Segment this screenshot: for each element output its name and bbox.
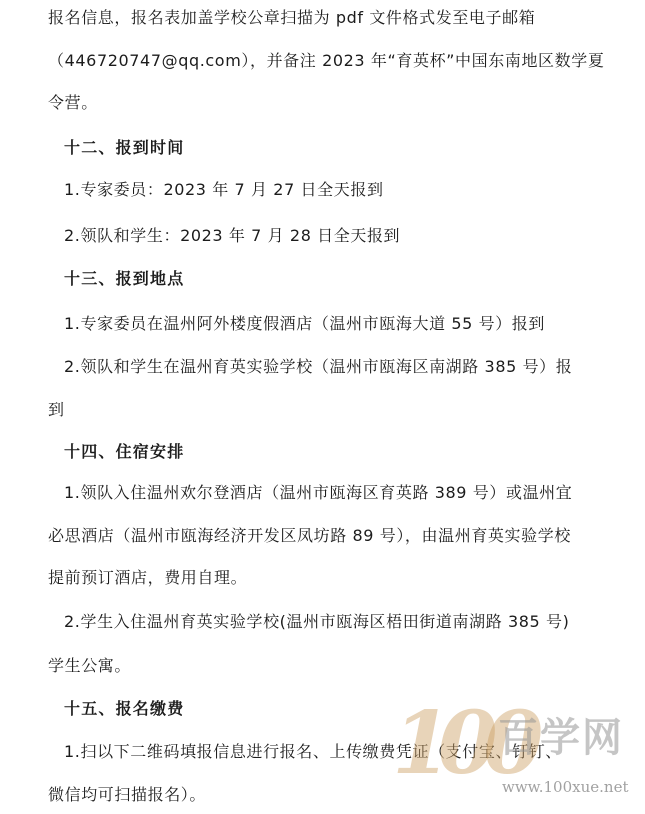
section-13-heading: 十三、报到地点 [64,269,185,288]
watermark-text: 百学网 [498,715,624,761]
section-15-heading: 十五、报名缴费 [64,699,185,718]
section-12-heading: 十二、报到时间 [64,138,185,157]
section-12-item-2: 2.领队和学生：2023 年 7 月 28 日全天报到 [64,226,401,245]
section-14-item-1-cont-2: 提前预订酒店，费用自理。 [48,568,248,587]
watermark-url: www.100xue.net [502,778,629,796]
intro-line-1: 报名信息，报名表加盖学校公章扫描为 pdf 文件格式发至电子邮箱 [48,8,536,27]
section-15-item-1-cont: 微信均可扫描报名）。 [48,785,207,804]
section-12-item-1: 1.专家委员：2023 年 7 月 27 日全天报到 [64,180,384,199]
section-13-item-2: 2.领队和学生在温州育英实验学校（温州市瓯海区南湖路 385 号）报 [64,357,573,376]
section-15-item-1: 1.扫以下二维码填报信息进行报名、上传缴费凭证（支付宝、钉钉、 [64,742,562,761]
section-14-item-1: 1.领队入住温州欢尔登酒店（温州市瓯海区育英路 389 号）或温州宜 [64,483,573,502]
section-14-item-2: 2.学生入住温州育英实验学校(温州市瓯海区梧田街道南湖路 385 号) [64,612,570,631]
intro-line-3: 令营。 [48,93,98,112]
section-14-item-1-cont-1: 必思酒店（温州市瓯海经济开发区凤坊路 89 号），由温州育英实验学校 [48,526,571,545]
section-13-item-2-cont: 到 [48,400,65,419]
watermark-digits: 100 [392,693,530,794]
section-14-heading: 十四、住宿安排 [64,442,185,461]
section-14-item-2-cont: 学生公寓。 [48,656,132,675]
section-13-item-1: 1.专家委员在温州阿外楼度假酒店（温州市瓯海大道 55 号）报到 [64,314,545,333]
intro-line-2: （446720747@qq.com），并备注 2023 年“育英杯”中国东南地区数学夏 [48,51,605,70]
